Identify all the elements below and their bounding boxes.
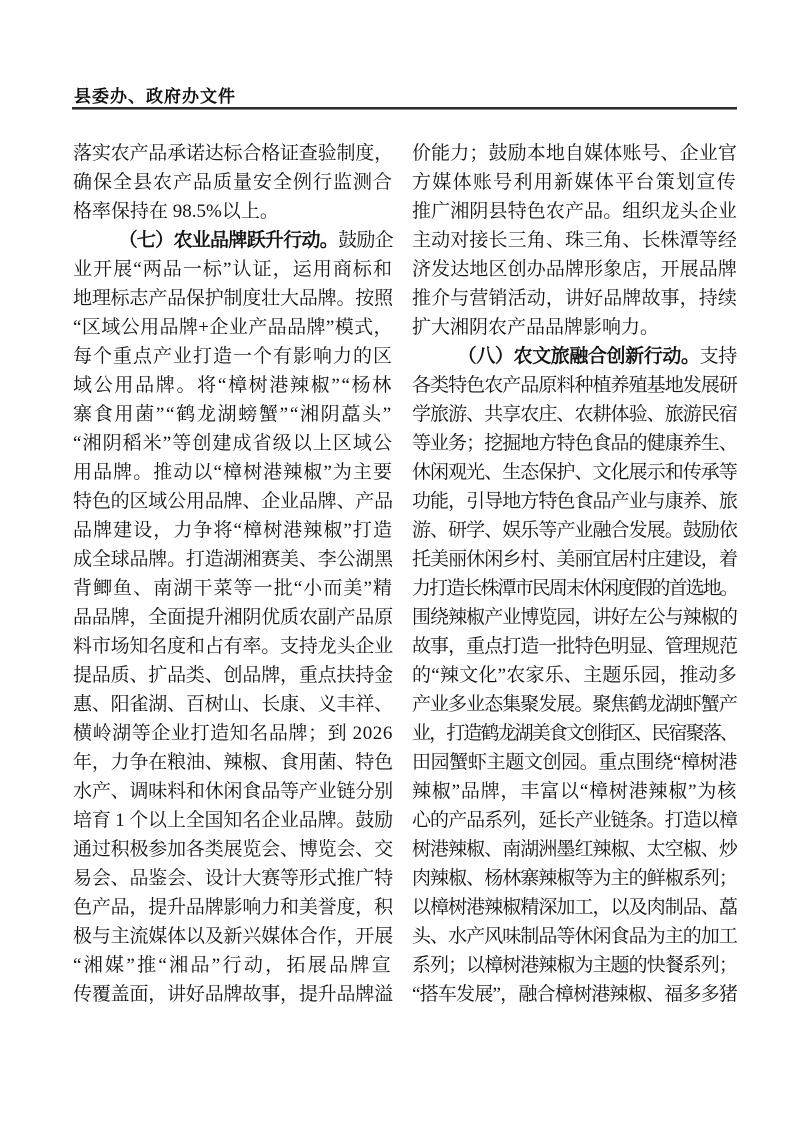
text-line: 易会、品鉴会、设计大赛等形式推广特 — [73, 868, 393, 889]
text-line: 各类特色农产品原料种植养殖基地发展研 — [412, 375, 737, 396]
left-column — [73, 139, 393, 1009]
text-line: 扩大湘阴农产品品牌影响力。 — [412, 317, 660, 338]
text-line: 业，打造鹤龙湖美食文创街区、民宿聚落、 — [412, 723, 737, 744]
text-line: 背鲫鱼、南湖干菜等一批“小而美”精 — [73, 578, 394, 599]
text-line: 价能力；鼓励本地自媒体账号、企业官 — [412, 143, 738, 164]
section-8-heading — [412, 342, 737, 371]
header-rule — [72, 107, 737, 110]
text-line: 通过积极参加各类展览会、博览会、交 — [73, 839, 393, 860]
text-line: 料市场知名度和占有率。支持龙头企业 — [73, 636, 393, 657]
text-line: 传覆盖面，讲好品牌故事，提升品牌溢 — [73, 984, 393, 1005]
text-line: 托美丽休闲乡村、美丽宜居村庄建设，着 — [412, 549, 737, 570]
text-line: 用品牌。推动以“樟树港辣椒”为主要 — [73, 462, 394, 483]
text-line: 业开展“两品一标”认证，运用商标和 — [73, 259, 394, 280]
text-line: 培育 1 个以上全国知名企业品牌。鼓励 — [73, 810, 393, 831]
text-line: 围绕辣椒产业博览园，讲好左公与辣椒的 — [412, 607, 737, 628]
text-line: 极与主流媒体以及新兴媒体合作，开展 — [73, 926, 393, 947]
text-line: “湘阴稻米”等创建成省级以上区域公 — [73, 433, 394, 454]
text-line: 品品牌，全面提升湘阴优质农副产品原 — [73, 607, 393, 628]
text-line: 辣椒”品牌，丰富以“樟树港辣椒”为核 — [412, 781, 738, 802]
text-line: 树港辣椒、南湖洲墨红辣椒、太空椒、炒 — [412, 839, 737, 860]
section-8-heading-text: （八）农文旅融合创新行动。 — [457, 346, 700, 367]
text-line: 故事，重点打造一批特色明显、管理规范 — [412, 636, 737, 657]
text-line: 等业务；挖掘地方特色食品的健康养生、 — [412, 433, 737, 454]
text-line: 以樟树港辣椒精深加工，以及肉制品、藠 — [412, 897, 737, 918]
right-column — [412, 139, 737, 1009]
text-line: 方媒体账号利用新媒体平台策划宣传 — [412, 172, 737, 193]
text-line: 色产品，提升品牌影响力和美誉度，积 — [73, 897, 393, 918]
text-line: 主动对接长三角、珠三角、长株潭等经 — [412, 230, 738, 251]
text-line: 游、研学、娱乐等产业融合发展。鼓励依 — [412, 520, 737, 541]
text-line: 每个重点产业打造一个有影响力的区 — [73, 346, 394, 367]
document-header-title: 县委办、政府办文件 — [74, 87, 236, 106]
text-line: 力打造长株潭市民周末休闲度假的首选地。 — [412, 578, 737, 599]
section-7-lead-text: 鼓励企 — [338, 230, 393, 251]
text-line: 特色的区域公用品牌、企业品牌、产品 — [73, 491, 393, 512]
text-line: 推广湘阴县特色农产品。组织龙头企业 — [412, 201, 738, 222]
text-line: 年，力争在粮油、辣椒、食用菌、特色 — [73, 752, 393, 773]
text-line: 横岭湖等企业打造知名品牌；到 2026 — [73, 723, 393, 744]
section-8-lead-text: 支持 — [699, 346, 737, 367]
text-line: 地理标志产品保护制度壮大品牌。按照 — [73, 288, 393, 309]
text-line: 产业多业态集聚发展。聚焦鹤龙湖虾蟹产 — [412, 694, 737, 715]
text-line: 寨食用菌”“鹤龙湖螃蟹”“湘阴藠头” — [73, 404, 393, 425]
text-line: 功能，引导地方特色食品产业与康养、旅 — [412, 491, 737, 512]
text-line: 惠、阳雀湖、百树山、长康、义丰祥、 — [73, 694, 393, 715]
text-line: 头、水产风味制品等休闲食品为主的加工 — [412, 926, 737, 947]
text-line: 水产、调味料和休闲食品等产业链分别 — [73, 781, 393, 802]
text-line: 提品质、扩品类、创品牌，重点扶持金 — [73, 665, 393, 686]
text-line: 格率保持在 98.5%以上。 — [73, 201, 279, 222]
text-line: 推介与营销活动，讲好品牌故事，持续 — [412, 288, 738, 309]
text-line: 田园蟹虾主题文创园。重点围绕“樟树港 — [412, 752, 737, 773]
text-line: 系列；以樟树港辣椒为主题的快餐系列； — [412, 955, 737, 976]
text-line: 确保全县农产品质量安全例行监测合 — [73, 172, 394, 193]
text-line: “湘媒”推“湘品”行动，拓展品牌宣 — [73, 955, 394, 976]
text-line: 肉辣椒、杨林寨辣椒等为主的鲜椒系列； — [412, 868, 737, 889]
text-line: “区域公用品牌+企业产品品牌”模式， — [73, 317, 393, 338]
text-line: 的“辣文化”农家乐、主题乐园，推动多 — [412, 665, 738, 686]
text-line: “搭车发展”，融合樟树港辣椒、福多多猪 — [412, 984, 738, 1005]
text-line: 落实农产品承诺达标合格证查验制度， — [73, 143, 393, 164]
text-line: 休闲观光、生态保护、文化展示和传承等 — [412, 462, 737, 483]
text-line: 域公用品牌。将“樟树港辣椒”“杨林 — [73, 375, 394, 396]
section-7-heading — [73, 226, 393, 255]
text-line: 济发达地区创办品牌形象店，开展品牌 — [412, 259, 738, 280]
text-line: 成全球品牌。打造湖湘赛美、李公湖黑 — [73, 549, 393, 570]
text-line: 品牌建设，力争将“樟树港辣椒”打造 — [73, 520, 394, 541]
text-line: 学旅游、共享农庄、农耕体验、旅游民宿 — [412, 404, 737, 425]
text-line: 心的产品系列，延长产业链条。打造以樟 — [412, 810, 737, 831]
section-7-heading-text: （七）农业品牌跃升行动。 — [118, 230, 339, 251]
